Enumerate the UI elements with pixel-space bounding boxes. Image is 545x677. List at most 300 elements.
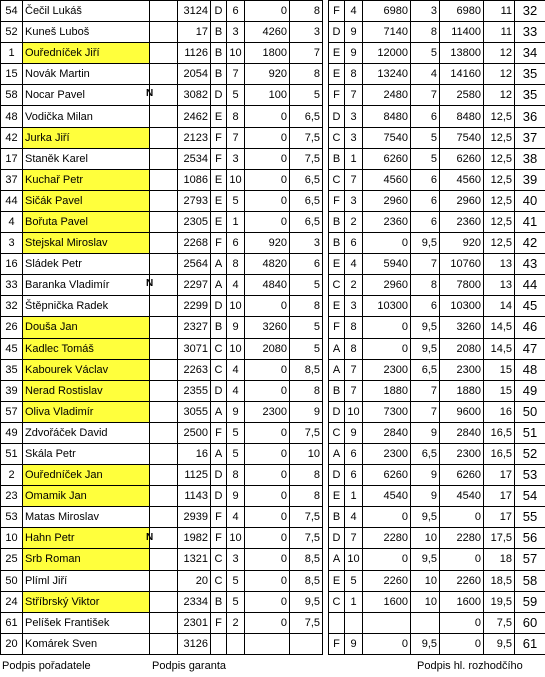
rating-cell: 1126 (178, 43, 211, 64)
score-1-cell: 6,5 (290, 169, 323, 190)
table-row (1, 443, 545, 464)
table-row (1, 507, 545, 528)
table-2-cell: 9 (345, 422, 363, 443)
table-1-cell: 4 (227, 359, 245, 380)
table-row (1, 528, 545, 549)
table-1-cell: 1 (227, 211, 245, 232)
score-1-cell: 10 (290, 443, 323, 464)
spacer-cell-cell (150, 401, 178, 422)
group-2-cell: B (329, 507, 345, 528)
points-1-cell: 0 (245, 296, 290, 317)
group-1-cell: B (211, 22, 227, 43)
points-2-cell: 0 (363, 233, 411, 254)
spacer-cell-cell (150, 211, 178, 232)
table-row (1, 338, 545, 359)
group-1-cell: F (211, 612, 227, 633)
player-id-cell: 53 (1, 507, 23, 528)
total-points-cell: 920 (440, 233, 484, 254)
total-points-cell: 1880 (440, 380, 484, 401)
row-marker: N (146, 531, 154, 543)
total-points-cell: 7540 (440, 127, 484, 148)
rank-cell: 60 (515, 612, 545, 633)
total-points-cell: 0 (440, 549, 484, 570)
table-1-cell: 10 (227, 528, 245, 549)
rank-cell: 53 (515, 465, 545, 486)
player-id-cell: 16 (1, 254, 23, 275)
table-2-cell: 3 (345, 127, 363, 148)
player-id-cell: 20 (1, 633, 23, 654)
table-1-cell (227, 633, 245, 654)
group-1-cell (211, 633, 227, 654)
group-2-cell: D (329, 106, 345, 127)
total-score-cell: 11 (484, 1, 515, 22)
player-name-cell: Omamik Jan (23, 486, 150, 507)
score-1-cell: 7,5 (290, 528, 323, 549)
rank-cell: 56 (515, 528, 545, 549)
spacer-cell-cell (150, 296, 178, 317)
score-2-cell: 6,5 (411, 443, 440, 464)
table-1-cell: 9 (227, 486, 245, 507)
total-score-cell: 12 (484, 85, 515, 106)
table-1-cell: 5 (227, 190, 245, 211)
total-points-cell: 6980 (440, 1, 484, 22)
player-id-cell: 1 (1, 43, 23, 64)
total-points-cell: 2300 (440, 359, 484, 380)
score-2-cell: 5 (411, 127, 440, 148)
table-2-cell: 9 (345, 633, 363, 654)
table-2-cell: 7 (345, 359, 363, 380)
spacer-cell-cell (150, 528, 178, 549)
points-2-cell: 0 (363, 507, 411, 528)
score-2-cell: 9,5 (411, 338, 440, 359)
score-1-cell: 8,5 (290, 359, 323, 380)
table-1-cell: 3 (227, 549, 245, 570)
table-2-cell: 3 (345, 190, 363, 211)
score-2-cell: 9,5 (411, 507, 440, 528)
group-1-cell: B (211, 317, 227, 338)
total-score-cell: 12 (484, 43, 515, 64)
player-id-cell: 58 (1, 85, 23, 106)
rating-cell: 2564 (178, 254, 211, 275)
score-2-cell: 7 (411, 254, 440, 275)
rating-cell: 1321 (178, 549, 211, 570)
score-1-cell: 6 (290, 254, 323, 275)
player-id-cell: 52 (1, 22, 23, 43)
group-2-cell (329, 612, 345, 633)
table-row (1, 233, 545, 254)
points-2-cell: 4540 (363, 486, 411, 507)
points-1-cell: 4820 (245, 254, 290, 275)
group-2-cell: B (329, 211, 345, 232)
rating-cell: 20 (178, 570, 211, 591)
group-1-cell: C (211, 359, 227, 380)
score-2-cell: 9,5 (411, 317, 440, 338)
group-1-cell: B (211, 43, 227, 64)
score-2-cell: 10 (411, 528, 440, 549)
guarantor-signature-label: Podpis garanta (152, 660, 226, 672)
table-row (1, 85, 545, 106)
score-2-cell: 6 (411, 296, 440, 317)
player-id-cell: 24 (1, 591, 23, 612)
player-id-cell: 26 (1, 317, 23, 338)
rank-cell: 50 (515, 401, 545, 422)
table-1-cell: 3 (227, 148, 245, 169)
rating-cell: 2462 (178, 106, 211, 127)
total-points-cell: 2960 (440, 190, 484, 211)
group-2-cell: A (329, 359, 345, 380)
total-score-cell: 14,5 (484, 317, 515, 338)
group-2-cell: C (329, 422, 345, 443)
points-2-cell: 2280 (363, 528, 411, 549)
score-1-cell: 3 (290, 22, 323, 43)
table-2-cell: 2 (345, 275, 363, 296)
spacer-cell-cell (150, 612, 178, 633)
player-id-cell: 3 (1, 233, 23, 254)
score-2-cell: 5 (411, 148, 440, 169)
score-1-cell: 7,5 (290, 612, 323, 633)
score-1-cell: 5 (290, 275, 323, 296)
row-marker: N (146, 278, 154, 290)
table-row (1, 190, 545, 211)
points-2-cell: 2840 (363, 422, 411, 443)
rating-cell: 16 (178, 443, 211, 464)
points-2-cell: 2360 (363, 211, 411, 232)
score-2-cell: 9 (411, 465, 440, 486)
points-2-cell: 2960 (363, 275, 411, 296)
table-row (1, 64, 545, 85)
table-1-cell: 6 (227, 1, 245, 22)
rating-cell: 2297 (178, 275, 211, 296)
player-name-cell: Nerad Rostislav (23, 380, 150, 401)
group-2-cell: A (329, 443, 345, 464)
spacer-cell-cell (150, 443, 178, 464)
total-points-cell: 13800 (440, 43, 484, 64)
group-1-cell: B (211, 591, 227, 612)
group-1-cell: D (211, 380, 227, 401)
points-2-cell: 0 (363, 338, 411, 359)
points-2-cell: 13240 (363, 64, 411, 85)
player-id-cell: 25 (1, 549, 23, 570)
score-1-cell: 8,5 (290, 570, 323, 591)
score-2-cell: 4 (411, 64, 440, 85)
score-1-cell: 5 (290, 338, 323, 359)
table-1-cell: 5 (227, 443, 245, 464)
points-2-cell (363, 612, 411, 633)
score-1-cell: 9 (290, 401, 323, 422)
table-1-cell: 10 (227, 169, 245, 190)
rating-cell: 17 (178, 22, 211, 43)
table-1-cell: 2 (227, 612, 245, 633)
total-points-cell: 4540 (440, 486, 484, 507)
table-1-cell: 9 (227, 401, 245, 422)
table-2-cell: 10 (345, 549, 363, 570)
total-points-cell: 2580 (440, 85, 484, 106)
points-1-cell: 0 (245, 380, 290, 401)
player-id-cell: 2 (1, 465, 23, 486)
player-name-cell: Stejskal Miroslav (23, 233, 150, 254)
score-2-cell (411, 612, 440, 633)
group-1-cell: A (211, 401, 227, 422)
row-marker: N (146, 88, 154, 100)
total-score-cell: 16,5 (484, 422, 515, 443)
group-1-cell: E (211, 106, 227, 127)
player-name-cell: Kuchař Petr (23, 169, 150, 190)
table-row (1, 549, 545, 570)
points-2-cell: 2960 (363, 190, 411, 211)
group-1-cell: C (211, 338, 227, 359)
points-2-cell: 10300 (363, 296, 411, 317)
rating-cell: 2534 (178, 148, 211, 169)
points-1-cell: 920 (245, 64, 290, 85)
player-name-cell: Sládek Petr (23, 254, 150, 275)
player-id-cell: 23 (1, 486, 23, 507)
score-1-cell: 9,5 (290, 591, 323, 612)
score-2-cell: 9,5 (411, 233, 440, 254)
group-2-cell: E (329, 296, 345, 317)
group-2-cell: C (329, 591, 345, 612)
table-2-cell: 8 (345, 64, 363, 85)
group-1-cell: B (211, 64, 227, 85)
points-2-cell: 0 (363, 549, 411, 570)
score-1-cell: 7,5 (290, 148, 323, 169)
table-row (1, 296, 545, 317)
score-2-cell: 9 (411, 486, 440, 507)
total-points-cell: 2360 (440, 211, 484, 232)
points-1-cell: 920 (245, 233, 290, 254)
player-name-cell: Kuneš Luboš (23, 22, 150, 43)
group-1-cell: F (211, 148, 227, 169)
score-2-cell: 7 (411, 380, 440, 401)
group-1-cell: D (211, 1, 227, 22)
spacer-cell-cell (150, 486, 178, 507)
rank-cell: 39 (515, 169, 545, 190)
points-1-cell: 4840 (245, 275, 290, 296)
table-1-cell: 10 (227, 296, 245, 317)
score-1-cell: 5 (290, 317, 323, 338)
table-2-cell: 6 (345, 233, 363, 254)
spacer-cell-cell (150, 633, 178, 654)
results-table-body (1, 1, 545, 655)
rank-cell: 35 (515, 64, 545, 85)
total-score-cell: 15 (484, 380, 515, 401)
score-2-cell: 6 (411, 190, 440, 211)
total-score-cell: 17,5 (484, 528, 515, 549)
spacer-cell-cell (150, 64, 178, 85)
spacer-cell-cell (150, 148, 178, 169)
total-points-cell: 10760 (440, 254, 484, 275)
player-id-cell: 57 (1, 401, 23, 422)
score-2-cell: 8 (411, 275, 440, 296)
spacer-cell-cell (150, 338, 178, 359)
points-1-cell: 0 (245, 422, 290, 443)
points-2-cell: 7300 (363, 401, 411, 422)
group-2-cell: F (329, 1, 345, 22)
score-2-cell: 7 (411, 401, 440, 422)
points-1-cell: 0 (245, 612, 290, 633)
player-name-cell: Skála Petr (23, 443, 150, 464)
player-id-cell: 33 (1, 275, 23, 296)
rank-cell: 48 (515, 359, 545, 380)
spacer-cell-cell (150, 106, 178, 127)
group-1-cell: E (211, 169, 227, 190)
group-2-cell: E (329, 570, 345, 591)
points-2-cell: 4560 (363, 169, 411, 190)
total-score-cell: 19,5 (484, 591, 515, 612)
spacer-cell-cell (150, 359, 178, 380)
total-points-cell: 0 (440, 507, 484, 528)
rating-cell: 2793 (178, 190, 211, 211)
table-row (1, 275, 545, 296)
spacer-cell-cell (150, 570, 178, 591)
player-id-cell: 61 (1, 612, 23, 633)
group-1-cell: E (211, 211, 227, 232)
table-1-cell: 5 (227, 85, 245, 106)
points-1-cell: 0 (245, 359, 290, 380)
total-score-cell: 17 (484, 465, 515, 486)
player-name-cell: Zdvořáček David (23, 422, 150, 443)
table-row (1, 401, 545, 422)
group-1-cell: A (211, 443, 227, 464)
table-2-cell: 1 (345, 148, 363, 169)
total-points-cell: 11400 (440, 22, 484, 43)
rank-cell: 32 (515, 1, 545, 22)
group-1-cell: D (211, 465, 227, 486)
total-score-cell: 12,5 (484, 190, 515, 211)
total-score-cell: 11 (484, 22, 515, 43)
player-name-cell: Sičák Pavel (23, 190, 150, 211)
table-row (1, 380, 545, 401)
spacer-cell-cell (150, 43, 178, 64)
group-2-cell: F (329, 633, 345, 654)
points-1-cell: 2300 (245, 401, 290, 422)
total-points-cell: 6260 (440, 465, 484, 486)
table-2-cell: 8 (345, 338, 363, 359)
rank-cell: 58 (515, 570, 545, 591)
points-1-cell: 0 (245, 1, 290, 22)
group-1-cell: C (211, 570, 227, 591)
player-name-cell: Pelíšek František (23, 612, 150, 633)
points-1-cell (245, 633, 290, 654)
score-2-cell: 3 (411, 1, 440, 22)
score-2-cell: 10 (411, 591, 440, 612)
points-1-cell: 1800 (245, 43, 290, 64)
player-name-cell: Stříbrský Viktor (23, 591, 150, 612)
player-id-cell: 50 (1, 570, 23, 591)
rating-cell: 2263 (178, 359, 211, 380)
table-1-cell: 4 (227, 275, 245, 296)
rank-cell: 35 (515, 85, 545, 106)
score-1-cell: 8 (290, 380, 323, 401)
table-1-cell: 10 (227, 43, 245, 64)
total-score-cell: 12,5 (484, 106, 515, 127)
player-name-cell: Matas Miroslav (23, 507, 150, 528)
table-row (1, 211, 545, 232)
total-score-cell: 17 (484, 486, 515, 507)
rating-cell: 2301 (178, 612, 211, 633)
rating-cell: 2123 (178, 127, 211, 148)
total-score-cell: 14 (484, 296, 515, 317)
group-1-cell: F (211, 422, 227, 443)
rank-cell: 43 (515, 254, 545, 275)
player-name-cell: Kadlec Tomáš (23, 338, 150, 359)
player-name-cell: Jurka Jiří (23, 127, 150, 148)
referee-signature-label: Podpis hl. rozhodčího (417, 660, 523, 672)
player-name-cell: Vodička Milan (23, 106, 150, 127)
score-1-cell: 7,5 (290, 507, 323, 528)
spacer-cell-cell (150, 127, 178, 148)
score-1-cell: 6,5 (290, 211, 323, 232)
rank-cell: 54 (515, 486, 545, 507)
score-1-cell: 7,5 (290, 422, 323, 443)
table-2-cell: 4 (345, 507, 363, 528)
points-2-cell: 6260 (363, 148, 411, 169)
score-1-cell: 7 (290, 43, 323, 64)
table-row (1, 43, 545, 64)
group-2-cell: C (329, 275, 345, 296)
total-points-cell: 2840 (440, 422, 484, 443)
points-1-cell: 0 (245, 443, 290, 464)
total-score-cell: 7,5 (484, 612, 515, 633)
table-row (1, 22, 545, 43)
points-1-cell: 2080 (245, 338, 290, 359)
total-points-cell: 0 (440, 633, 484, 654)
table-1-cell: 7 (227, 64, 245, 85)
points-2-cell: 2260 (363, 570, 411, 591)
points-2-cell: 12000 (363, 43, 411, 64)
group-2-cell: D (329, 465, 345, 486)
group-1-cell: C (211, 549, 227, 570)
group-2-cell: F (329, 317, 345, 338)
player-name-cell: Kabourek Václav (23, 359, 150, 380)
spacer-cell-cell (150, 190, 178, 211)
player-id-cell: 35 (1, 359, 23, 380)
table-2-cell: 7 (345, 380, 363, 401)
points-2-cell: 2480 (363, 85, 411, 106)
points-2-cell: 1880 (363, 380, 411, 401)
points-1-cell: 0 (245, 169, 290, 190)
table-row (1, 254, 545, 275)
table-1-cell: 5 (227, 570, 245, 591)
group-2-cell: C (329, 169, 345, 190)
points-2-cell: 1600 (363, 591, 411, 612)
rank-cell: 37 (515, 127, 545, 148)
group-1-cell: F (211, 507, 227, 528)
rating-cell: 3055 (178, 401, 211, 422)
total-points-cell: 4560 (440, 169, 484, 190)
score-2-cell: 6 (411, 106, 440, 127)
spacer-cell-cell (150, 465, 178, 486)
total-score-cell: 9,5 (484, 633, 515, 654)
table-2-cell: 1 (345, 591, 363, 612)
score-1-cell: 6,5 (290, 190, 323, 211)
points-2-cell: 2300 (363, 443, 411, 464)
rank-cell: 57 (515, 549, 545, 570)
table-1-cell: 10 (227, 338, 245, 359)
group-2-cell: C (329, 127, 345, 148)
points-1-cell: 0 (245, 486, 290, 507)
total-score-cell: 16,5 (484, 443, 515, 464)
spacer-cell-cell (150, 169, 178, 190)
group-1-cell: E (211, 190, 227, 211)
points-1-cell: 3260 (245, 317, 290, 338)
score-1-cell: 8 (290, 465, 323, 486)
group-2-cell: A (329, 338, 345, 359)
rating-cell: 1982 (178, 528, 211, 549)
table-2-cell: 3 (345, 106, 363, 127)
score-1-cell: 8 (290, 486, 323, 507)
total-score-cell: 12,5 (484, 127, 515, 148)
group-1-cell: D (211, 85, 227, 106)
